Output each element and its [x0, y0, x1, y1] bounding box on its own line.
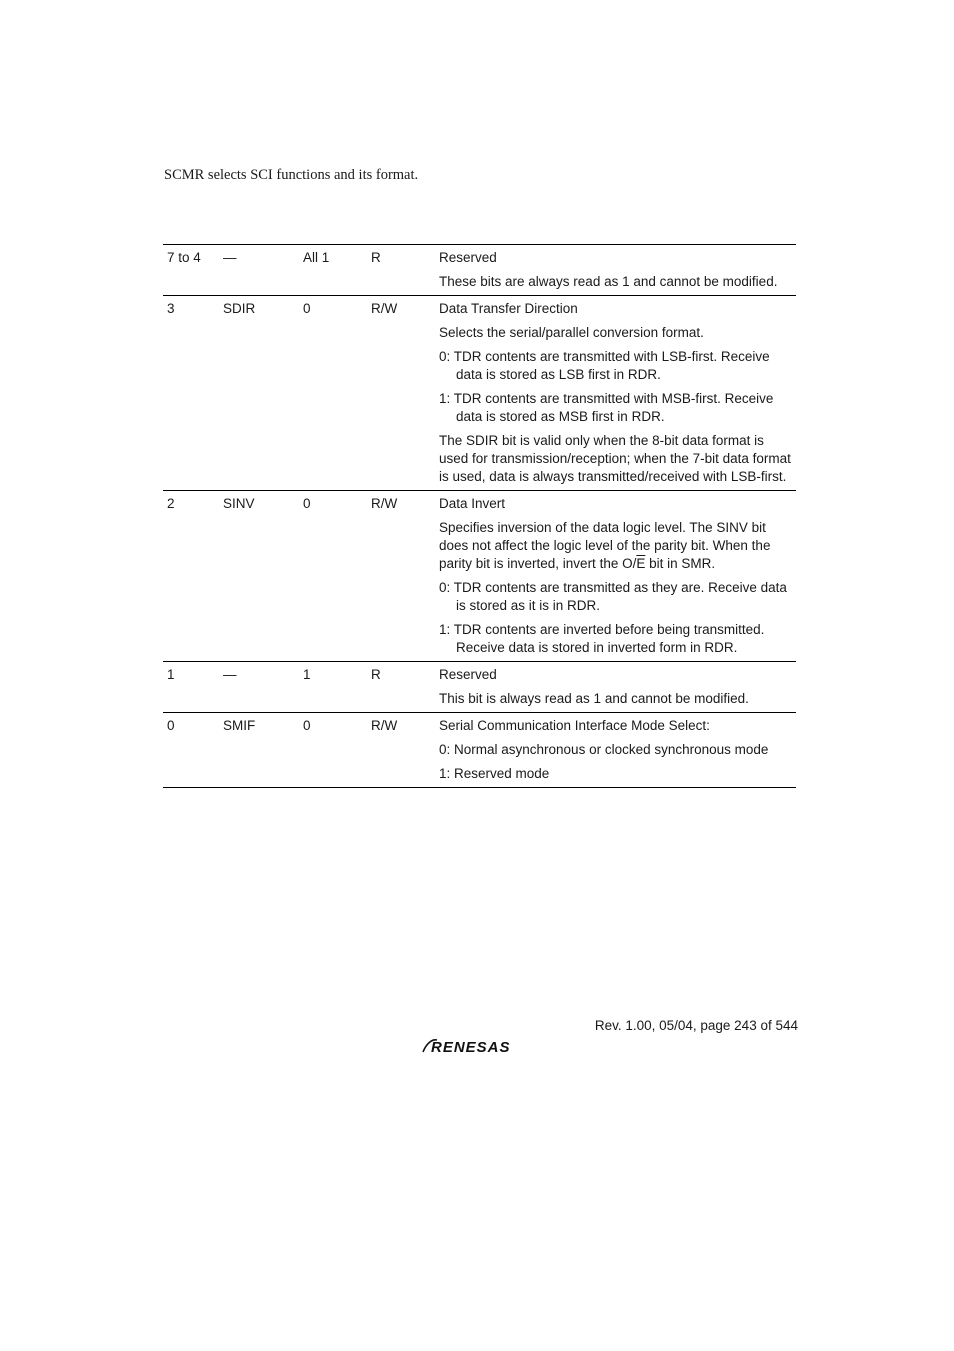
description [439, 666, 796, 708]
description-option-1: 1: Reserved mode [439, 766, 550, 781]
description-option-0: 0: Normal asynchronous or clocked synchronous mode [439, 742, 769, 757]
bit-number: 1 [167, 667, 175, 682]
read-write: R [371, 250, 381, 265]
table-row-bit-0 [163, 712, 796, 787]
bit-name: SINV [223, 496, 255, 511]
overbar-e: $\overline{E}$ [636, 556, 646, 571]
description-option-1: 1: TDR contents are inverted before being transmitted. Receive data is stored in inverted form in RDR. [439, 622, 765, 655]
read-write: R [371, 667, 381, 682]
description-option-0: 0: TDR contents are transmitted with LSB-first. Receive data is stored as LSB first in RDR. [439, 349, 770, 382]
initial-value: 1 [303, 667, 311, 682]
table-row-bit-1 [163, 661, 796, 712]
bit-description-table [163, 244, 796, 788]
bit-number: 2 [167, 496, 175, 511]
description-title: Reserved [439, 667, 497, 682]
description-text-start: Specifies inversion of the data logic level. The SINV bit does not affect the logic level of the parity bit. When the parity bit is inverted, invert the O/ [439, 520, 771, 571]
initial-value: All 1 [303, 250, 330, 265]
description-text-end: bit in SMR. [645, 556, 716, 571]
description-title: Data Invert [439, 496, 506, 511]
table-row-bit-2 [163, 490, 796, 661]
description [439, 495, 796, 657]
description-title: Serial Communication Interface Mode Select: [439, 718, 710, 733]
initial-value: 0 [303, 718, 311, 733]
bit-number: 7 to 4 [167, 250, 201, 265]
description-option-0: 0: TDR contents are transmitted as they are. Receive data is stored as it is in RDR. [439, 580, 787, 613]
description-text [439, 519, 796, 573]
description-text: These bits are always read as 1 and cannot be modified. [439, 274, 778, 289]
bit-name: SMIF [223, 718, 256, 733]
renesas-logo [421, 1036, 541, 1056]
description-title: Reserved [439, 250, 497, 265]
bit-name: — [223, 667, 237, 682]
read-write: R/W [371, 496, 398, 511]
description [439, 717, 796, 783]
bit-number: 0 [167, 718, 175, 733]
bit-name: SDIR [223, 301, 256, 316]
table-row-bit-3 [163, 295, 796, 490]
page-footer: Rev. 1.00, 05/04, page 243 of 544 [594, 1018, 798, 1033]
read-write: R/W [371, 301, 398, 316]
description-option-1: 1: TDR contents are transmitted with MSB-first. Receive data is stored as MSB first in RDR. [439, 391, 774, 424]
initial-value: 0 [303, 496, 311, 511]
bit-name: — [223, 250, 237, 265]
description-text: Selects the serial/parallel conversion format. [439, 325, 704, 340]
intro-text: SCMR selects SCI functions and its format. [164, 167, 419, 183]
initial-value: 0 [303, 301, 311, 316]
description-note: The SDIR bit is valid only when the 8-bit data format is used for transmission/reception; when the 7-bit data format is used, data is always transmitted/received with LSB-first. [439, 433, 791, 484]
description [439, 300, 796, 486]
description-text: This bit is always read as 1 and cannot be modified. [439, 691, 749, 706]
table-row-bits-7-to-4 [163, 245, 796, 295]
description [439, 249, 796, 291]
description-title: Data Transfer Direction [439, 301, 578, 316]
read-write: R/W [371, 718, 398, 733]
logo-text: RENESAS [431, 1039, 511, 1056]
bit-number: 3 [167, 301, 175, 316]
